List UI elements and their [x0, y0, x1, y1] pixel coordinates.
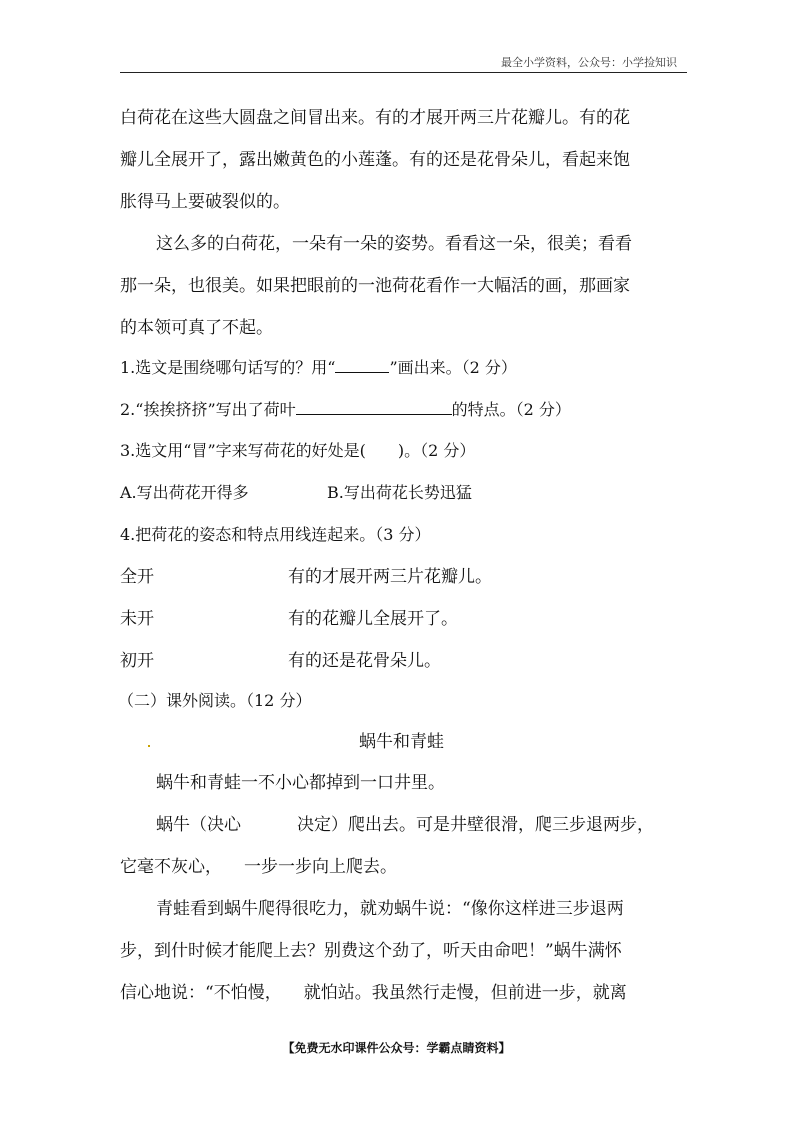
story-p2-text-b: 决定）爬出去。可是井壁很滑，爬三步退两步， — [297, 815, 654, 835]
story-paragraph-1: 蜗牛和青蛙一不小心都掉到一口井里。 — [156, 773, 445, 793]
page-footer: 【免费无水印课件公众号：学霸点睛资料】 — [282, 1041, 511, 1055]
section-2-heading: （二）课外阅读。（12 分） — [118, 691, 312, 710]
question-1 — [120, 357, 517, 379]
story-paragraph-2-line-1 — [156, 814, 654, 836]
question-2-text-b: 的特点。（2 分） — [451, 400, 571, 419]
story-p2-text-d: 一步一步向上爬去。 — [244, 857, 397, 877]
match-right-3[interactable]: 有的还是花骨朵儿。 — [288, 651, 441, 671]
passage-line-1: 白荷花在这些大圆盘之间冒出来。有的才展开两三片花瓣儿。有的花 — [120, 108, 630, 128]
question-3: 3.选文用“冒”字来写荷花的好处是( )。（2 分） — [120, 441, 476, 460]
passage-line-2: 瓣儿全展开了，露出嫩黄色的小莲蓬。有的还是花骨朵儿，看起来饱 — [120, 150, 630, 170]
question-4: 4.把荷花的姿态和特点用线连起来。（3 分） — [120, 525, 431, 544]
question-2 — [120, 399, 571, 421]
story-paragraph-3-line-2: 步，到什时候才能爬上去？别费这个劲了，听天由命吧！”蜗牛满怀 — [120, 941, 622, 961]
story-paragraph-2-line-2 — [120, 856, 397, 878]
match-right-2[interactable]: 有的花瓣儿全展开了。 — [288, 609, 458, 629]
passage-line-3: 胀得马上要破裂似的。 — [120, 192, 290, 212]
match-left-3[interactable]: 初开 — [120, 651, 154, 671]
question-2-blank[interactable] — [296, 399, 452, 415]
question-2-text-a: 2.“挨挨挤挤”写出了荷叶 — [120, 400, 296, 419]
passage-line-4: 这么多的白荷花，一朵有一朵的姿势。看看这一朵，很美；看看 — [156, 234, 632, 254]
story-p3-text-b: 就怕站。我虽然行走慢，但前进一步，就离 — [303, 983, 627, 1003]
question-3-option-b: B.写出荷花长势迅猛 — [327, 483, 472, 502]
story-title: 蜗牛和青蛙 — [359, 732, 444, 752]
passage-line-6: 的本领可真了不起。 — [120, 318, 273, 338]
match-right-1[interactable]: 有的才展开两三片花瓣儿。 — [288, 567, 492, 587]
question-1-text-b: ”画出来。（2 分） — [389, 358, 517, 377]
story-p2-text-a: 蜗牛（决心 — [156, 815, 241, 835]
header-divider — [120, 72, 687, 73]
passage-line-5: 那一朵，也很美。如果把眼前的一池荷花看作一大幅活的画，那画家 — [120, 276, 630, 296]
story-paragraph-3-line-3 — [120, 982, 627, 1004]
page-header: 最全小学资料，公众号：小学捡知识 — [501, 56, 677, 69]
story-p3-text-a: 信心地说：“不怕慢， — [120, 983, 282, 1003]
match-left-2[interactable]: 未开 — [120, 609, 154, 629]
question-1-text-a: 1.选文是围绕哪句话写的？用“ — [120, 358, 336, 377]
story-p2-text-c: 它毫不灰心， — [120, 857, 222, 877]
question-1-blank[interactable] — [335, 357, 389, 373]
question-3-option-a: A.写出荷花开得多 — [120, 483, 249, 502]
match-left-1[interactable]: 全开 — [120, 567, 154, 587]
story-paragraph-3-line-1: 青蛙看到蜗牛爬得很吃力，就劝蜗牛说：“像你这样进三步退两 — [156, 899, 624, 919]
